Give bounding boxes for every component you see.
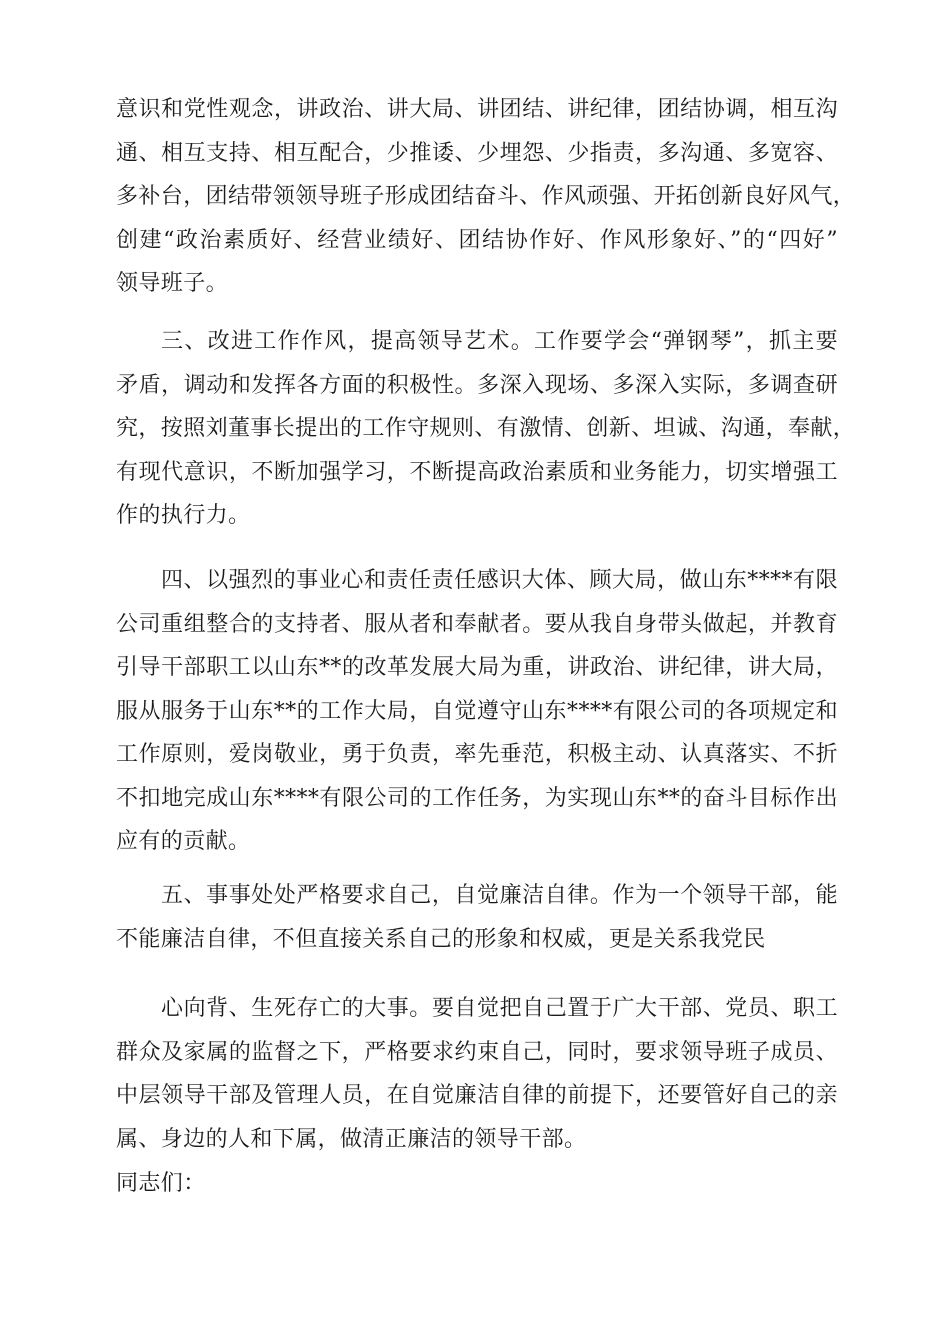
- text-line: 引导干部职工以山东**的改革发展大局为重，讲政治、讲纪律，讲大局，: [116, 655, 838, 680]
- text-line: 工作原则，爱岗敬业，勇于负责，率先垂范，积极主动、认真落实、不折: [116, 742, 838, 767]
- paragraph-section-five: [116, 874, 838, 961]
- text-line: 意识和党性观念，讲政治、讲大局、讲团结、讲纪律，团结协调，相互沟: [116, 97, 838, 122]
- text-line: 应有的贡献。: [116, 829, 251, 854]
- paragraph-section-four: [116, 559, 838, 864]
- text-line: 三、改进工作作风，提高领导艺术。工作要学会“弹钢琴”，抓主要: [161, 329, 838, 354]
- salutation: [116, 1162, 838, 1206]
- text-line: 属、身边的人和下属，做清正廉洁的领导干部。: [116, 1126, 587, 1152]
- text-line: 心向背、生死存亡的大事。要自觉把自己置于广大干部、党员、职工: [161, 996, 838, 1021]
- salutation-text: 同志们：: [116, 1171, 206, 1196]
- text-line: 服从服务于山东**的工作大局，自觉遵守山东****有限公司的各项规定和: [116, 698, 838, 724]
- text-line: 不扣地完成山东****有限公司的工作任务，为实现山东**的奋斗目标作出: [116, 785, 838, 811]
- text-line: 中层领导干部及管理人员，在自觉廉洁自律的前提下，还要管好自己的亲: [116, 1083, 838, 1108]
- text-line: 不能廉洁自律，不但直接关系自己的形象和权威，更是关系我党民: [116, 926, 766, 952]
- text-line: 究，按照刘董事长提出的工作守规则、有激情、创新、坦诚、沟通，奉献，: [116, 416, 856, 441]
- paragraph-section-three: [116, 320, 856, 538]
- text-line: 矛盾，调动和发挥各方面的积极性。多深入现场、多深入实际，多调查研: [116, 372, 838, 398]
- text-line: 多补台，团结带领领导班子形成团结奋斗、作风顽强、开拓创新良好风气，: [116, 184, 856, 209]
- text-line: 群众及家属的监督之下，严格要求约束自己，同时，要求领导班子成员、: [116, 1039, 838, 1065]
- text-line: 创建“政治素质好、经营业绩好、团结协作好、作风形象好、”的“四好”: [116, 227, 838, 253]
- text-line: 领导班子。: [116, 271, 229, 296]
- text-line: 公司重组整合的支持者、服从者和奉献者。要从我自身带头做起，并教育: [116, 611, 838, 637]
- text-line: 作的执行力。: [116, 503, 251, 528]
- text-line: 四、以强烈的事业心和责任责任感识大体、顾大局，做山东****有限: [161, 568, 838, 593]
- text-line: 五、事事处处严格要求自己，自觉廉洁自律。作为一个领导干部，能: [161, 883, 838, 908]
- paragraph-section-five-continued: [116, 987, 838, 1161]
- text-line: 通、相互支持、相互配合，少推诿、少埋怨、少指责，多沟通、多宽容、: [116, 140, 838, 166]
- text-line: 有现代意识，不断加强学习，不断提高政治素质和业务能力，切实增强工: [116, 459, 838, 485]
- paragraph-continuation: [116, 88, 856, 306]
